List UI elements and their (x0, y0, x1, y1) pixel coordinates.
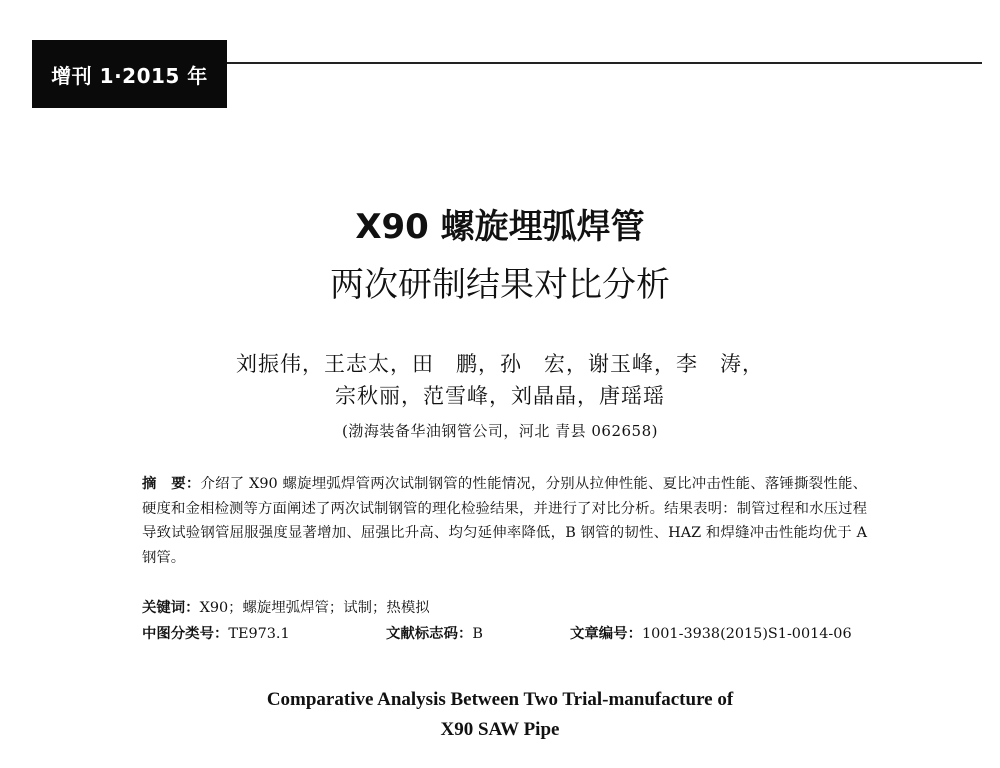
issue-tag (32, 40, 227, 108)
clc-number (142, 626, 290, 642)
abstract (142, 472, 867, 570)
abstract-label: 摘 要： (142, 476, 201, 492)
document-code (386, 623, 483, 645)
english-title-line1: Comparative Analysis Between Two Trial-manufacture of (266, 689, 734, 710)
english-title-line2: X90 SAW Pipe (440, 719, 560, 740)
author-line2: 宗秋丽，范雪峰，刘晶晶，唐瑶瑶 (335, 384, 665, 408)
paper-title-line2: 两次研制结果对比分析 (330, 265, 670, 305)
doc-value: B (472, 626, 483, 642)
abstract-text: 介绍了 X90 螺旋埋弧焊管两次试制钢管的性能情况，分别从拉伸性能、夏比冲击性能、落锤撕裂性能、硬度和金相检测等方面阐述了两次试制钢管的理化检验结果，并进行了对比分析。结果表明：制管过程和水压过程导致试验钢管屈服强度显著增加、屈强比升高、均匀延伸率降低，B 钢管的韧性、HAZ 和焊缝冲击性能均优于 A 钢管。 (142, 476, 867, 566)
clc-value: TE973.1 (228, 626, 290, 642)
article-value: 1001-3938(2015)S1-0014-06 (641, 626, 852, 642)
affiliation: (渤海装备华油钢管公司，河北 青县 062658) (341, 422, 658, 440)
author-line1: 刘振伟，王志太，田 鹏，孙 宏，谢玉峰，李 涛， (236, 352, 764, 376)
keywords-label: 关键词： (142, 600, 200, 616)
doc-label: 文献标志码： (386, 626, 473, 642)
classification-line (142, 623, 867, 645)
clc-label: 中图分类号： (142, 626, 229, 642)
english-title (0, 685, 1000, 745)
article-label: 文章编号： (570, 626, 642, 642)
header-rule (227, 62, 982, 64)
issue-tag-text: 增刊 1·2015 年 (51, 63, 208, 88)
author-list (0, 348, 1000, 412)
keywords (142, 597, 867, 619)
paper-title-line1: X90 螺旋埋弧焊管 (355, 207, 645, 247)
paper-title (0, 198, 1000, 314)
article-number (570, 623, 852, 645)
keywords-text: X90；螺旋埋弧焊管；试制；热模拟 (199, 600, 430, 616)
